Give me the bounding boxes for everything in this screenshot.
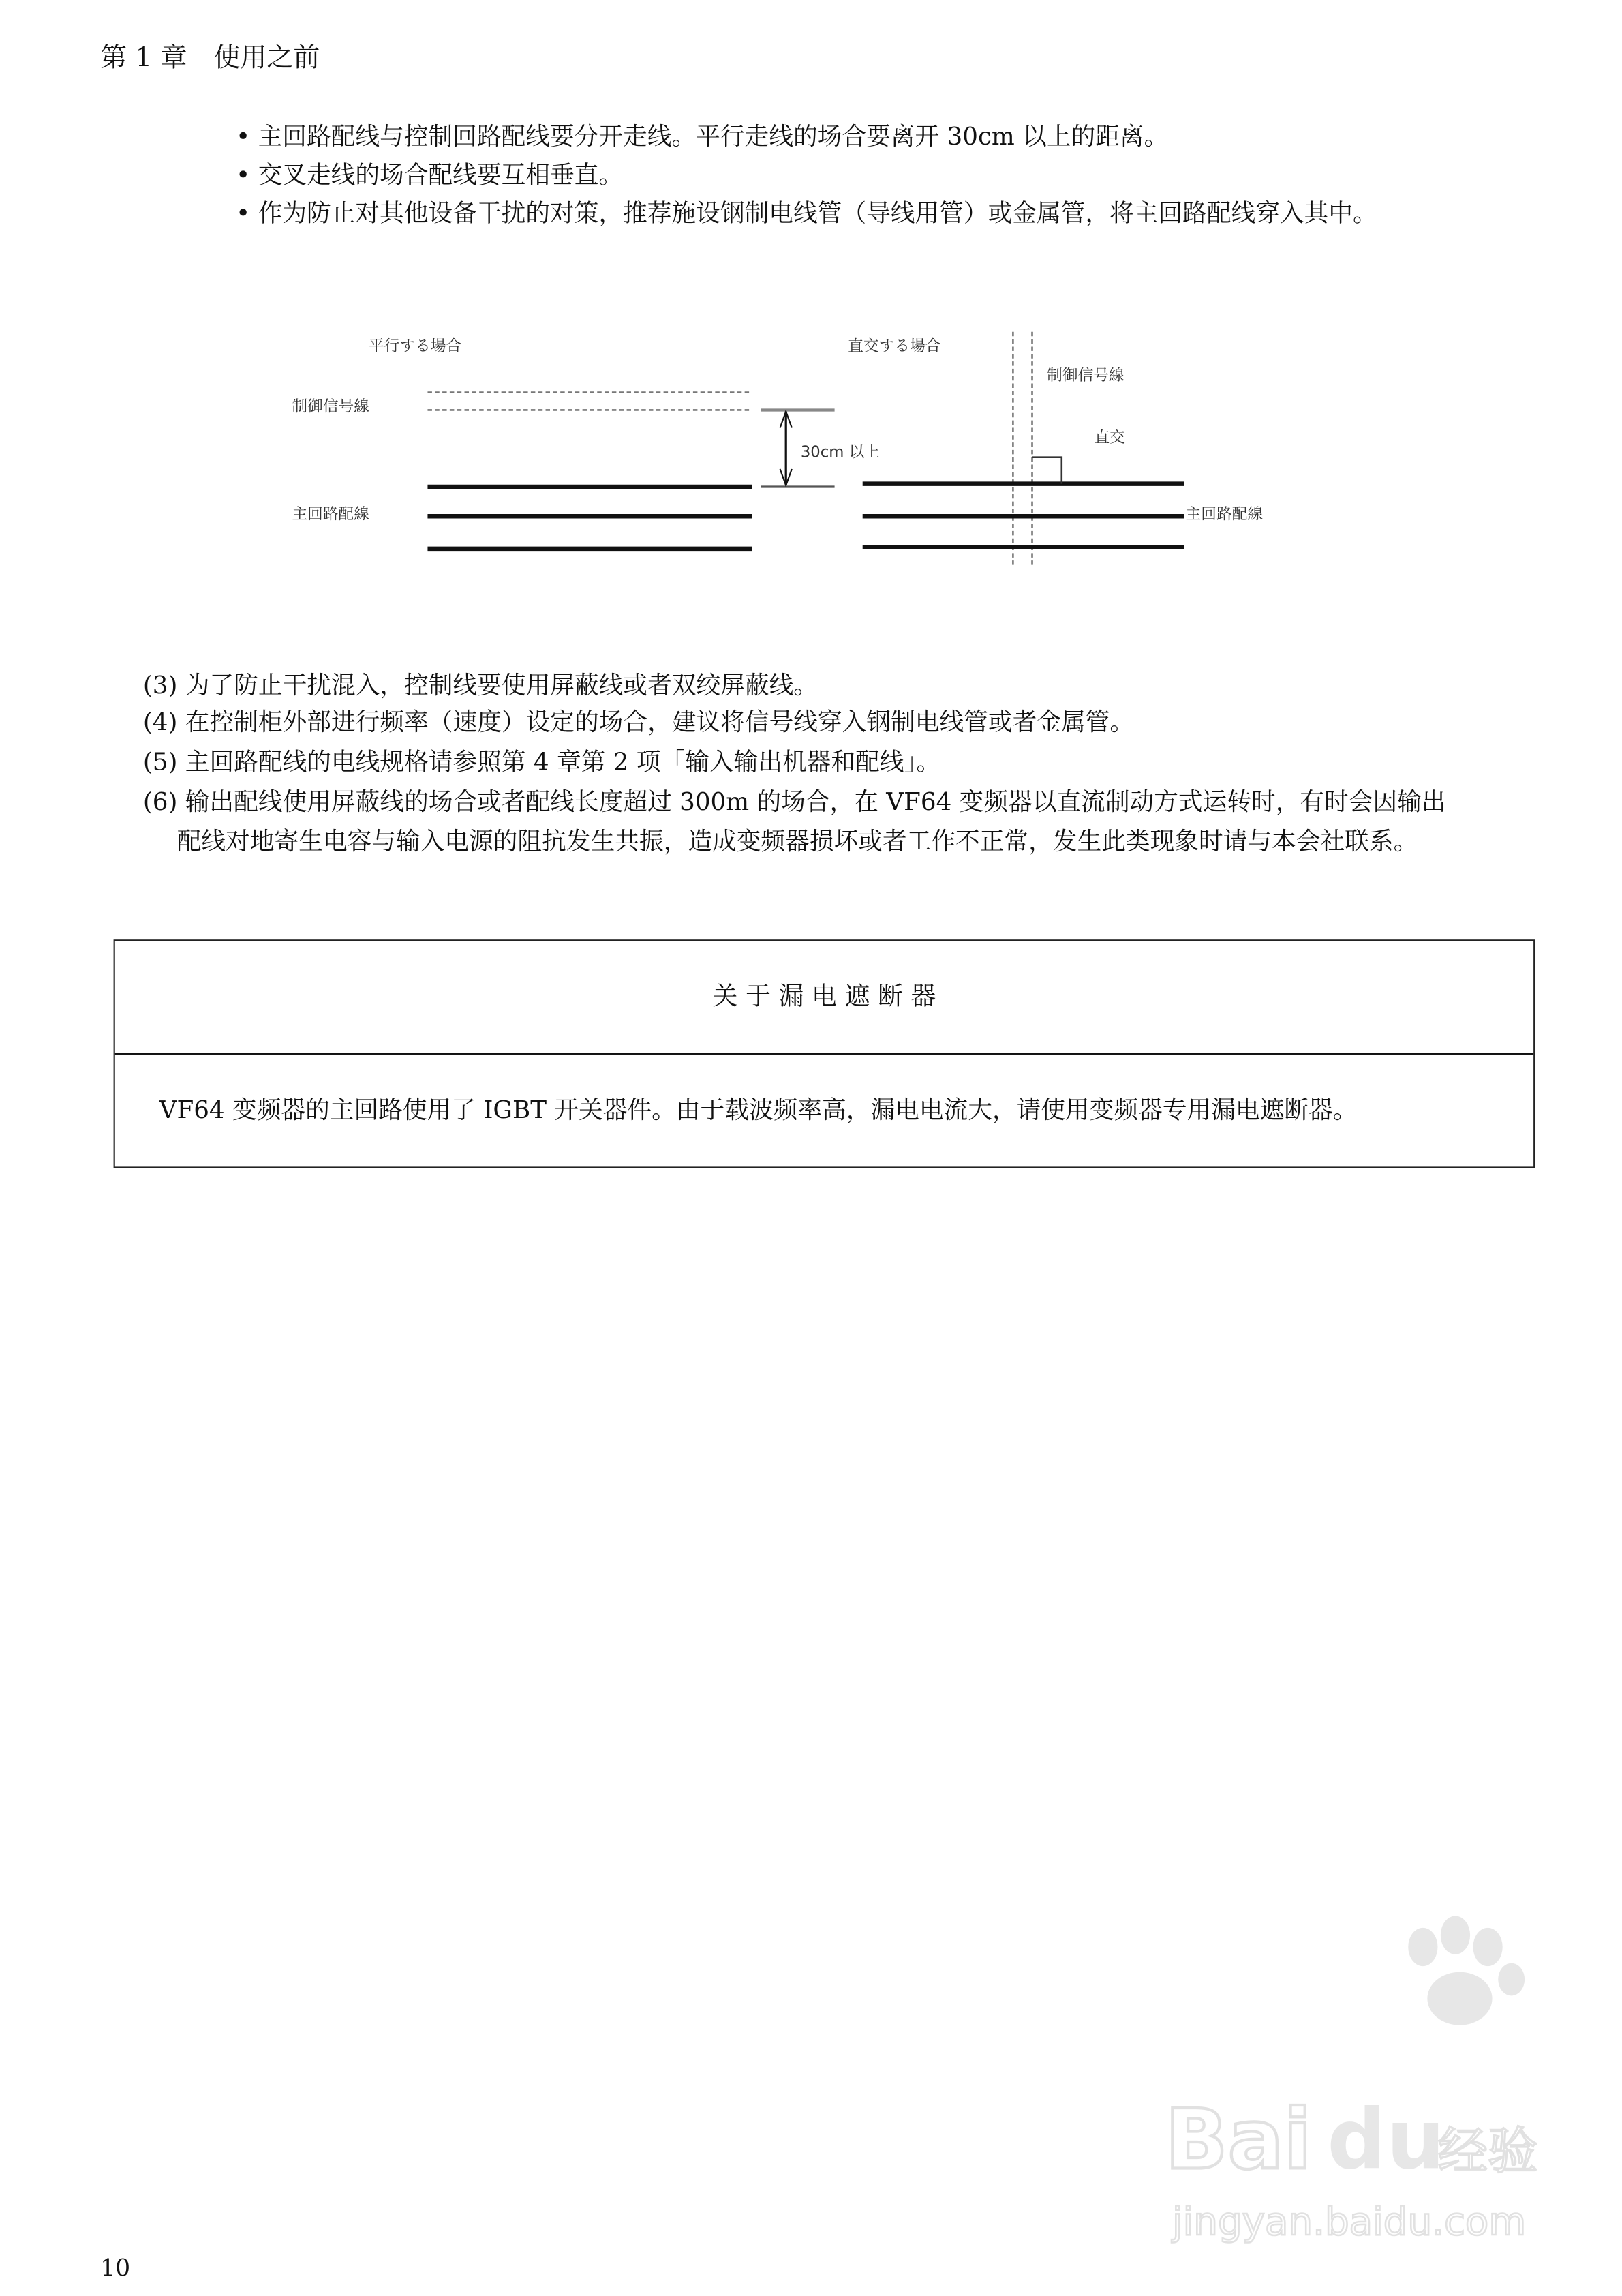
svg-text:Bai: Bai bbox=[1165, 2091, 1312, 2188]
bullet-1: • 主回路配线与控制回路配线要分开走线。平行走线的场合要离开 30cm 以上的距离。 bbox=[236, 122, 1169, 151]
right-angle-label: 直交 bbox=[1094, 429, 1125, 447]
page-number: 10 bbox=[100, 2253, 131, 2282]
svg-text:jingyan.baidu.com: jingyan.baidu.com bbox=[1172, 2199, 1527, 2244]
right-angle-mark bbox=[1032, 457, 1062, 484]
svg-text:经验: 经验 bbox=[1437, 2122, 1538, 2181]
item-5: (5) 主回路配线的电线规格请参照第 4 章第 2 项「输入输出机器和配线」。 bbox=[142, 747, 941, 776]
item-3: (3) 为了防止干扰混入，控制线要使用屏蔽线或者双绞屏蔽线。 bbox=[142, 671, 818, 699]
parallel-title: 平行する場合 bbox=[368, 337, 462, 356]
svg-text:du: du bbox=[1327, 2091, 1445, 2188]
baidu-watermark bbox=[1157, 1903, 1541, 2249]
control-label-left: 制御信号線 bbox=[292, 398, 369, 417]
notice-box bbox=[114, 939, 1535, 1168]
wiring-diagram-lines bbox=[0, 0, 1622, 620]
main-label-right: 主回路配線 bbox=[1185, 506, 1264, 524]
bullet-3: • 作为防止对其他设备干扰的对策，推荐施设钢制电线管（导线用管）或金属管，将主回路配线穿入其中。 bbox=[236, 199, 1377, 228]
cross-title: 直交する場合 bbox=[848, 337, 941, 356]
notice-title: 关 于 漏 电 遮 断 器 bbox=[712, 982, 936, 1012]
main-label-left: 主回路配線 bbox=[292, 506, 369, 524]
chapter-header: 第 1 章 使用之前 bbox=[100, 42, 320, 74]
bullet-2: • 交叉走线的场合配线要互相垂直。 bbox=[236, 160, 624, 189]
item-6-cont: 配线对地寄生电容与输入电源的阻抗发生共振，造成变频器损坏或者工作不正常，发生此类现象时请与本会社联系。 bbox=[177, 827, 1418, 856]
baidu-paw-logo bbox=[1157, 1903, 1541, 2249]
control-label-right: 制御信号線 bbox=[1047, 367, 1124, 385]
item-4: (4) 在控制柜外部进行频率（速度）设定的场合，建议将信号线穿入钢制电线管或者金属管。 bbox=[142, 708, 1135, 736]
notice-body: VF64 变频器的主回路使用了 IGBT 开关器件。由于载波频率高，漏电电流大，请使用变频器专用漏电遮断器。 bbox=[159, 1096, 1358, 1124]
distance-label: 30cm 以上 bbox=[800, 444, 881, 462]
item-6: (6) 输出配线使用屏蔽线的场合或者配线长度超过 300m 的场合，在 VF64 变频器以直流制动方式运转时，有时会因输出 bbox=[142, 787, 1446, 816]
